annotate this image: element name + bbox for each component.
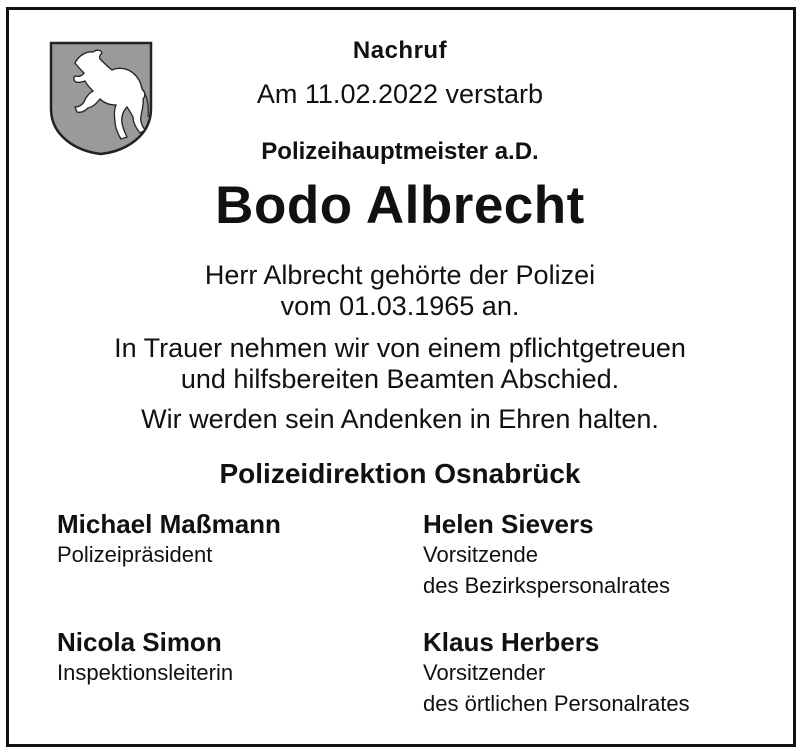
signatory xyxy=(57,627,233,688)
signatory-role: Vorsitzende xyxy=(423,542,538,567)
mourning-line-1: In Trauer nehmen wir von einem pflichtgetreuen xyxy=(114,333,686,363)
signatory xyxy=(423,627,690,719)
signatory-role: Polizeipräsident xyxy=(57,542,213,567)
signatory-role: des Bezirkspersonalrates xyxy=(423,573,671,598)
signatory-name: Klaus Herbers xyxy=(423,627,600,657)
signatory-name: Michael Maßmann xyxy=(57,509,281,539)
remembrance-line: Wir werden sein Andenken in Ehren halten. xyxy=(141,404,659,434)
service-line-1: Herr Albrecht gehörte der Polizei xyxy=(204,260,596,290)
signatory-name: Nicola Simon xyxy=(57,627,222,657)
notice-title: Nachruf xyxy=(352,37,448,64)
signatory xyxy=(57,509,281,570)
signatory-role: Inspektionsleiterin xyxy=(57,660,234,685)
signatory xyxy=(423,509,670,601)
service-line-2: vom 01.03.1965 an. xyxy=(280,291,520,321)
deceased-rank: Polizeihauptmeister a.D. xyxy=(261,138,539,165)
signatory-name: Helen Sievers xyxy=(423,509,594,539)
mourning-paragraph xyxy=(0,333,800,395)
signatory-role: des örtlichen Personalrates xyxy=(423,691,690,716)
service-paragraph xyxy=(0,260,800,322)
mourning-line-2: und hilfsbereiten Beamten Abschied. xyxy=(180,364,620,394)
death-date-line: Am 11.02.2022 verstarb xyxy=(256,79,544,109)
organization-name: Polizeidirektion Osnabrück xyxy=(219,458,581,489)
signatory-role: Vorsitzender xyxy=(423,660,546,685)
deceased-name: Bodo Albrecht xyxy=(215,176,585,235)
